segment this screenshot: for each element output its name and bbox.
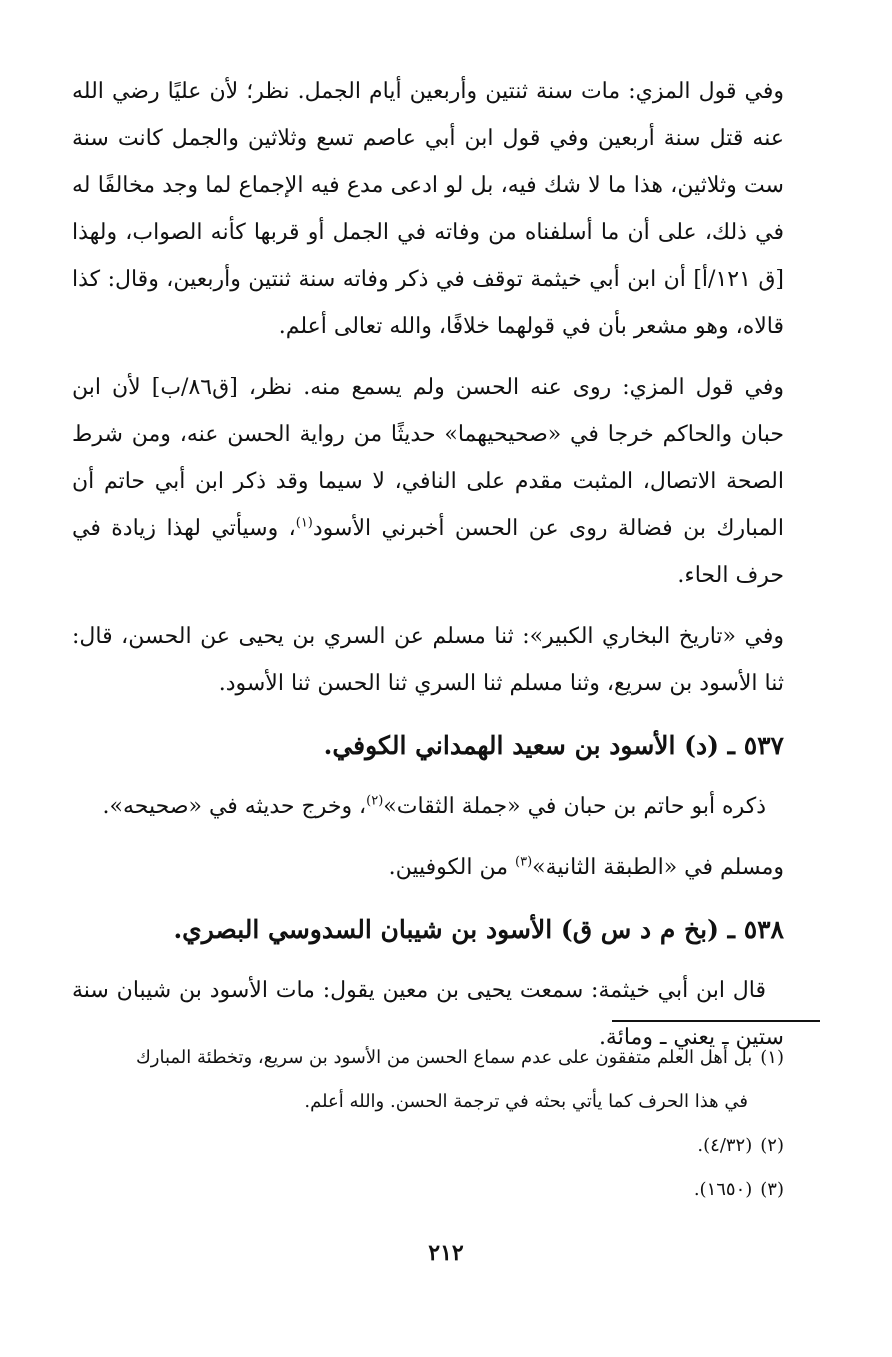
entry-text-part: ومسلم في «الطبقة الثانية» — [532, 855, 784, 880]
entry-body-537-muslim — [72, 844, 784, 891]
paragraph-text: وفي «تاريخ البخاري الكبير»: ثنا مسلم عن السري بن يحيى عن الحسن، قال: ثنا الأسود بن سريع، وثنا مسلم ثنا السري ثنا الحسن ثنا الأسود. — [72, 624, 784, 696]
footnote-number: (٢) — [760, 1135, 784, 1156]
footnote-ref[interactable]: (١) — [295, 515, 313, 531]
footnote-text: بل أهل العلم متفقون على عدم سماع الحسن من الأسود بن سريع، وتخطئة المبارك — [135, 1047, 753, 1068]
paragraph-bukhari-tarikh — [72, 613, 784, 707]
footnote-2 — [72, 1124, 784, 1168]
footnote-1 — [72, 1036, 784, 1080]
paragraph-hasan-narration — [72, 364, 784, 599]
entry-heading-538: ٥٣٨ ـ (بخ م د س ق) الأسود بن شيبان السدوسي البصري. — [173, 915, 784, 944]
entry-text-part: ، وخرج حديثه في «صحيحه». — [102, 794, 367, 819]
paragraph-text-part: وفي قول المزي: روى عنه الحسن ولم يسمع منه. نظر، [ق٨٦/ب] لأن ابن حبان والحاكم خرجا في «صحيحيهما» حديثًا من رواية الحسن عنه، ومن شرط الصحة الاتصال، المثبت مقدم على النافي، لا سيما وقد ذكر ابن أبي حاتم أن المبارك بن فضالة روى عن الحسن أخبرني الأسود — [72, 375, 784, 541]
footnote-3 — [72, 1168, 784, 1212]
paragraph-death-date — [72, 68, 784, 350]
paragraph-text — [72, 364, 784, 599]
footnote-ref[interactable]: (٢) — [366, 793, 384, 809]
paragraph-text: وفي قول المزي: مات سنة ثنتين وأربعين أيام الجمل. نظر؛ لأن عليًا رضي الله عنه قتل سنة أربعين وفي قول ابن أبي عاصم تسع وثلاثين والجمل كانت سنة ست وثلاثين، هذا ما لا شك فيه، بل لو ادعى مدع فيه الإجماع لما وجد مخالفًا له في ذلك، على أن ما أسلفناه من وفاته في الجمل أو قربها كأنه الصواب، ولهذا [ق ١٢١/أ] أن ابن أبي خيثمة توقف في ذكر وفاته سنة ثنتين وأربعين، وقال: كذا قالاه، وهو مشعر بأن في قولهما خلافًا، والله تعالى أعلم. — [72, 79, 784, 339]
footnote-text: (٤/٣٢). — [697, 1135, 753, 1156]
main-text — [72, 68, 784, 1075]
entry-text: قال ابن أبي خيثمة: سمعت يحيى بن معين يقول: مات الأسود بن شيبان سنة ستين ـ يعني ـ ومائة. — [72, 978, 784, 1050]
page-number: ٢١٢ — [428, 1240, 464, 1266]
footnote-ref[interactable]: (٣) — [515, 854, 533, 870]
entry-body-537 — [72, 783, 784, 830]
footnote-separator — [612, 1020, 820, 1022]
footnote-number: (١) — [760, 1047, 784, 1068]
entry-text-part: ذكره أبو حاتم بن حبان في «جملة الثقات» — [383, 794, 766, 819]
entry-text-part: من الكوفيين. — [388, 855, 515, 880]
footnote-number: (٣) — [760, 1179, 784, 1200]
entry-heading-537: ٥٣٧ ـ (د) الأسود بن سعيد الهمداني الكوفي. — [323, 731, 784, 760]
footnote-1-continuation: في هذا الحرف كما يأتي بحثه في ترجمة الحسن. والله أعلم. — [304, 1091, 748, 1112]
entry-text — [72, 844, 784, 891]
footnote-text: (١٦٥٠). — [693, 1179, 753, 1200]
footnotes — [72, 1036, 784, 1212]
entry-text — [72, 783, 784, 830]
paragraph-text-part: ، وسيأتي لهذا زيادة في حرف الحاء. — [72, 516, 784, 588]
